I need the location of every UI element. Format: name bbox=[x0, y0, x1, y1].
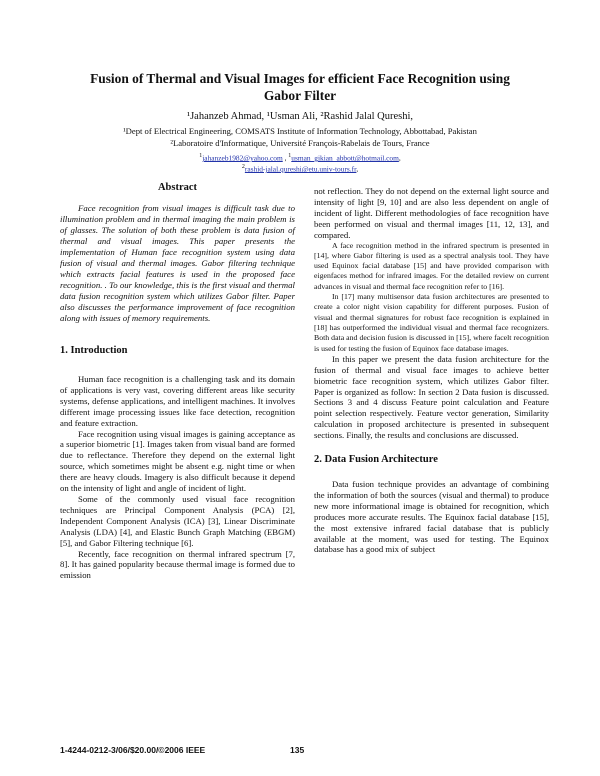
author-emails-line-2 bbox=[60, 162, 540, 174]
email-sup-1: 1 bbox=[199, 153, 203, 159]
data-fusion-paragraph: Data fusion technique provides an advantage of combining the information of both the sources (visual and thermal) to produce new more informational image is obtained for recognition, which produces more accurate results. The Equinox facial database [15], the most extensive infrared facial database that is publicly available at the moment, was used for testing. The Equinox database has a good mix of subject bbox=[314, 479, 549, 555]
abstract-heading: Abstract bbox=[157, 182, 198, 193]
footer-isbn: 1-4244-0212-3/06/$20.00/©2006 IEEE bbox=[60, 745, 206, 755]
email-sup-2: 1 bbox=[288, 153, 292, 159]
email-separator-1: , bbox=[282, 153, 289, 163]
related-work-paragraph-1: A face recognition method in the infrared spectrum is presented in [14], where Gabor filtering is used as a spectral analysis tool. They have used Equinox facial database [15] and have provided comparison with eigenfaces method for infrared images. For the detailed review on current advances in visual and thermal face recognition refer to [16]. bbox=[314, 240, 549, 291]
section-1-heading: 1. Introduction bbox=[60, 345, 128, 356]
affiliation-1: ¹Dept of Electrical Engineering, COMSATS Institute of Information Technology, Abbottabad, Pakistan bbox=[123, 126, 477, 136]
left-column bbox=[60, 182, 295, 581]
intro-paragraph-4: Recently, face recognition on thermal infrared spectrum [7, 8]. It has gained popularity because thermal image is formed due to emission bbox=[60, 548, 295, 581]
related-work-paragraph-2: In [17] many multisensor data fusion architectures are presented to create a color night vision capability for different purposes. Fusion of visual and thermal signatures for robust face recognition is explained in [18] has outperformed the individual visual and thermal face recognizers. Both data and decision fusion is discussed in [15], where facelt recognition is used for testing the fusion of Equinox face database images. bbox=[314, 292, 549, 353]
intro-continuation: not reflection. They do not depend on the external light source and intensity of light [9, 10] and are also less dependent on angle of incident of light. Different methodologies of face recognition have been performed on visual and thermal images [11, 12, 13], and compared. bbox=[314, 186, 549, 240]
affiliation-2: ²Laboratoire d'Informatique, Université François-Rabelais de Tours, France bbox=[170, 138, 430, 148]
email-link-2[interactable]: usman_gikian_abbott@hotmail.com bbox=[291, 153, 399, 163]
email-link-3[interactable]: rashid-jalal.qureshi@etu.univ-tours.fr bbox=[244, 164, 357, 174]
email-sup-3: 2 bbox=[241, 164, 245, 170]
abstract-text: Face recognition from visual images is difficult task due to illumination problem and in thermal imaging the main problem is of glasses. The solution of both these problem is data fusion of thermal and visual images. This paper presents the implementation of Human face recognition system using data fusion of visual and thermal images. Gabor filtering technique which extracts facial features is used in the proposed face recognition. . To our knowledge, this is the first visual and thermal data fusion recognition system which utilizes Gabor filter. Paper also discusses the performance improvement of face recognition along with issues of memory requirements. bbox=[60, 203, 295, 323]
email-end: , bbox=[356, 164, 359, 174]
intro-paragraph-2: Face recognition using visual images is gaining acceptance as a superior biometric [1]. Images taken from visual band are formed due to reflectance. Therefore they depend on the external light source, which sometimes might be absent e.g. night time or when there are heavy clouds. Imagery is also difficult because it depend on the intensity of light and angle of incident of light. bbox=[60, 428, 295, 494]
intro-paragraph-1: Human face recognition is a challenging task and its domain of applications is very vast, covering different areas like security systems, defense applications, and intelligent machines. It involves different image processing issues like face detection, recognition and feature extraction. bbox=[60, 374, 295, 428]
email-link-1[interactable]: jahanzeb1982@yahoo.com bbox=[202, 153, 283, 163]
email-separator-2: , bbox=[398, 153, 401, 163]
paper-organization-paragraph: In this paper we present the data fusion architecture for the fusion of thermal and visual face images to achieve better biometric face recognition system, which utilizes Gabor filter. Paper is organized as follow: In section 2 Data fusion is discussed. Sections 3 and 4 discuss Feature point calculation and Feature point selection respectively. Feature vector generation, Similarity calculation in proposed architecture is presented in subsequent sections. Finally, the results and conclusions are discussed. bbox=[314, 353, 549, 441]
intro-paragraph-3: Some of the commonly used visual face recognition techniques are Principal Component Analysis (PCA) [2], Independent Component Analysis (ICA) [3], Linear Discriminate Analysis (LDA) [4], and Elastic Bunch Graph Matching (EBGM) [5], and Gabor Filtering technique [6]. bbox=[60, 493, 295, 548]
section-2-heading: 2. Data Fusion Architecture bbox=[314, 454, 438, 466]
paper-title: Fusion of Thermal and Visual Images for efficient Face Recognition using Gabor Filter bbox=[90, 71, 510, 103]
author-list: ¹Jahanzeb Ahmad, ¹Usman Ali, ²Rashid Jalal Qureshi, bbox=[186, 111, 414, 122]
page-number: 135 bbox=[290, 745, 305, 755]
right-column bbox=[314, 186, 549, 555]
